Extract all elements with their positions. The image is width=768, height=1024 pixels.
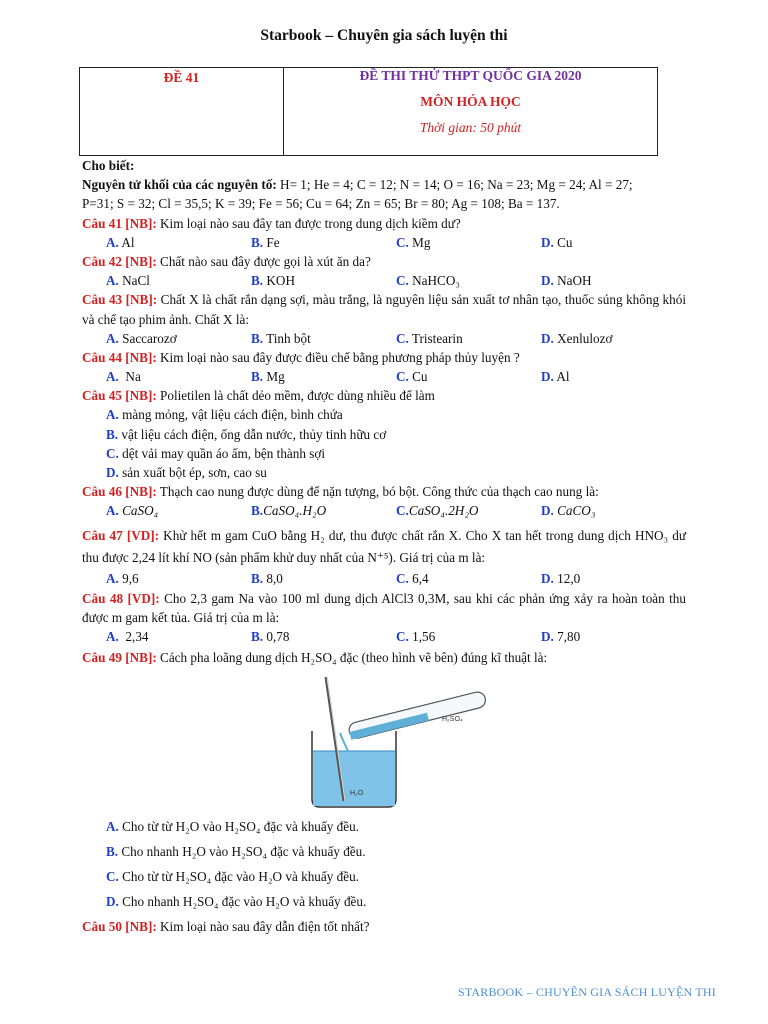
exam-info-cell (284, 68, 658, 156)
option-b[interactable]: B. 0,78 (251, 629, 290, 644)
option-c[interactable]: C. Cho từ từ H₂SO₄ đặc vào H₂O và khuấy đều. (106, 869, 359, 885)
question-number: Câu 46 [NB]: (82, 484, 157, 500)
option-d[interactable]: D. CaCO₃ (541, 503, 596, 519)
question-48 (82, 589, 686, 627)
option-c[interactable]: C.CaSO₄.2H₂O (396, 503, 479, 519)
beaker-water (313, 751, 395, 806)
beaker-label: H₂O (350, 790, 364, 798)
option-b[interactable]: B. Tinh bột (251, 330, 311, 346)
option-c[interactable]: C. dệt vải may quần áo ấm, bện thành sợi (106, 445, 326, 461)
exam-content (82, 156, 686, 937)
option-d[interactable]: D. Al (541, 369, 570, 385)
option-b[interactable]: B. Mg (251, 369, 285, 385)
question-number: Câu 50 [NB]: (82, 919, 157, 935)
question-50 (82, 917, 686, 936)
option-d[interactable]: D. 12,0 (541, 571, 581, 587)
question-41 (82, 214, 686, 233)
question-text: Kim loại nào sau đây được điều chế bằng phương pháp thủy luyện ? (156, 349, 520, 365)
question-text: Cho 2,3 gam Na vào 100 ml dung dịch AlCl3 0,3M, sau khi các phản ứng xảy ra hoàn toàn thu được m gam kết tủa. Giá trị của m là: (82, 590, 686, 625)
question-number: Câu 48 [VD]: (82, 590, 160, 606)
option-c[interactable]: C. Tristearin (396, 330, 463, 346)
question-46 (82, 482, 686, 501)
option-d[interactable]: D. Cu (541, 234, 573, 250)
page-header-title: Starbook – Chuyên gia sách luyện thi (260, 27, 508, 44)
option-b[interactable]: B. 8,0 (251, 571, 283, 587)
question-number: Câu 45 [NB]: (82, 388, 157, 404)
option-c[interactable]: C. 6,4 (396, 571, 429, 587)
question-text: Kim loại nào sau đây dẫn điện tốt nhất? (156, 919, 370, 935)
question-text: Thạch cao nung được dùng để nặn tượng, bó bột. Công thức của thạch cao nung là: (156, 484, 599, 500)
question-42 (82, 252, 686, 271)
option-a[interactable]: A. NaCl (106, 273, 150, 289)
option-a[interactable]: A. 9,6 (106, 571, 139, 587)
question-number: Câu 41 [NB]: (82, 215, 157, 231)
question-text: Cách pha loãng dung dịch H₂SO₄ đặc (theo hình vẽ bên) đúng kĩ thuật là: (156, 650, 548, 666)
question-47 (82, 525, 686, 569)
dilution-diagram (292, 671, 512, 811)
option-d[interactable]: D. Cho nhanh H₂SO₄ đặc vào H₂O và khuấy đều. (106, 894, 367, 910)
question-43 (82, 290, 686, 328)
option-a[interactable]: A. 2,34 (106, 629, 149, 644)
question-text: Kim loại nào sau đây tan được trong dung dịch kiềm dư? (156, 215, 461, 231)
question-number: Câu 49 [NB]: (82, 650, 157, 666)
dilution-figure (82, 667, 686, 817)
option-a[interactable]: A. CaSO₄ (106, 503, 159, 519)
question-number: Câu 43 [NB]: (82, 292, 158, 308)
question-text: Polietilen là chất dẻo mềm, được dùng nhiều để làm (156, 388, 435, 404)
option-b[interactable]: B.CaSO₄.H₂O (251, 503, 327, 519)
option-a[interactable]: A. Na (106, 369, 141, 385)
question-number: Câu 44 [NB]: (82, 349, 157, 365)
options-48 (82, 627, 686, 646)
question-text: Chất nào sau đây được gọi là xút ăn da? (156, 253, 371, 269)
atomic-masses-line-1 (82, 175, 686, 194)
page-footer: STARBOOK – CHUYÊN GIA SÁCH LUYỆN THI (457, 985, 716, 999)
option-c[interactable]: C. NaHCO₃ (396, 273, 460, 289)
atomic-masses-label: Nguyên tử khối của các nguyên tố: (82, 177, 277, 193)
tube-label: H₂SO₄ (442, 716, 463, 724)
exam-duration: Thời gian: 50 phút (419, 120, 522, 135)
options-41 (82, 233, 686, 252)
option-b[interactable]: B. Cho nhanh H₂O vào H₂SO₄ đặc và khuấy đều. (106, 844, 366, 860)
option-a[interactable]: A. Cho từ từ H₂O vào H₂SO₄ đặc và khuấy đều. (106, 819, 359, 835)
options-43 (82, 329, 686, 348)
option-c[interactable]: C. Mg (396, 234, 431, 250)
option-a[interactable]: A. màng mỏng, vật liệu cách điện, bình chứa (106, 407, 343, 423)
option-d[interactable]: D. sản xuất bột ép, sơn, cao su (106, 465, 267, 481)
test-tube (347, 691, 487, 740)
options-42 (82, 271, 686, 290)
question-45 (82, 386, 686, 405)
options-46 (82, 501, 686, 523)
exam-subject: MÔN HÓA HỌC (420, 94, 521, 109)
exam-header-table (79, 67, 658, 156)
atomic-masses-values: H= 1; He = 4; C = 12; N = 14; O = 16; Na = 23; Mg = 24; Al = 27; (276, 177, 633, 193)
option-c[interactable]: C. Cu (396, 369, 428, 385)
given-label: Cho biết: (82, 158, 135, 173)
option-b[interactable]: B. KOH (251, 273, 295, 289)
option-c[interactable]: C. 1,56 (396, 629, 436, 644)
question-number: Câu 42 [NB]: (82, 253, 157, 269)
option-d[interactable]: D. Xenlulozơ (541, 330, 613, 346)
acid-stream (340, 733, 348, 751)
exam-number: ĐỀ 41 (163, 70, 200, 85)
option-a[interactable]: A. Saccarozơ (106, 330, 177, 346)
exam-title: ĐỀ THI THỬ THPT QUỐC GIA 2020 (359, 68, 582, 83)
option-b[interactable]: B. vật liệu cách điện, ống dẫn nước, thủy tinh hữu cơ (106, 426, 387, 442)
option-d[interactable]: D. 7,80 (541, 629, 581, 644)
question-49 (82, 648, 686, 667)
exam-number-cell (80, 68, 284, 156)
question-number: Câu 47 [VD]: (82, 528, 160, 544)
question-text: Chất X là chất rắn dạng sợi, màu trắng, là nguyên liệu sản xuất tơ nhân tạo, thuốc súng không khói và chế tạo phim ảnh. Chất X là: (82, 292, 686, 327)
question-44 (82, 348, 686, 367)
question-text: Khử hết m gam CuO bằng H₂ dư, thu được chất rắn X. Cho X tan hết trong dung dịch HNO₃ dư thu được 2,24 lít khí NO (sản phẩm khử duy nhất của N⁺⁵). Giá trị của m là: (82, 528, 686, 566)
option-a[interactable]: A. Al (106, 234, 135, 250)
options-47 (82, 569, 686, 588)
options-44 (82, 367, 686, 386)
option-b[interactable]: B. Fe (251, 234, 280, 250)
option-d[interactable]: D. NaOH (541, 273, 592, 289)
atomic-masses-line-2: P=31; S = 32; Cl = 35,5; K = 39; Fe = 56; Cu = 64; Zn = 65; Br = 80; Ag = 108; Ba = 137. (82, 196, 560, 212)
